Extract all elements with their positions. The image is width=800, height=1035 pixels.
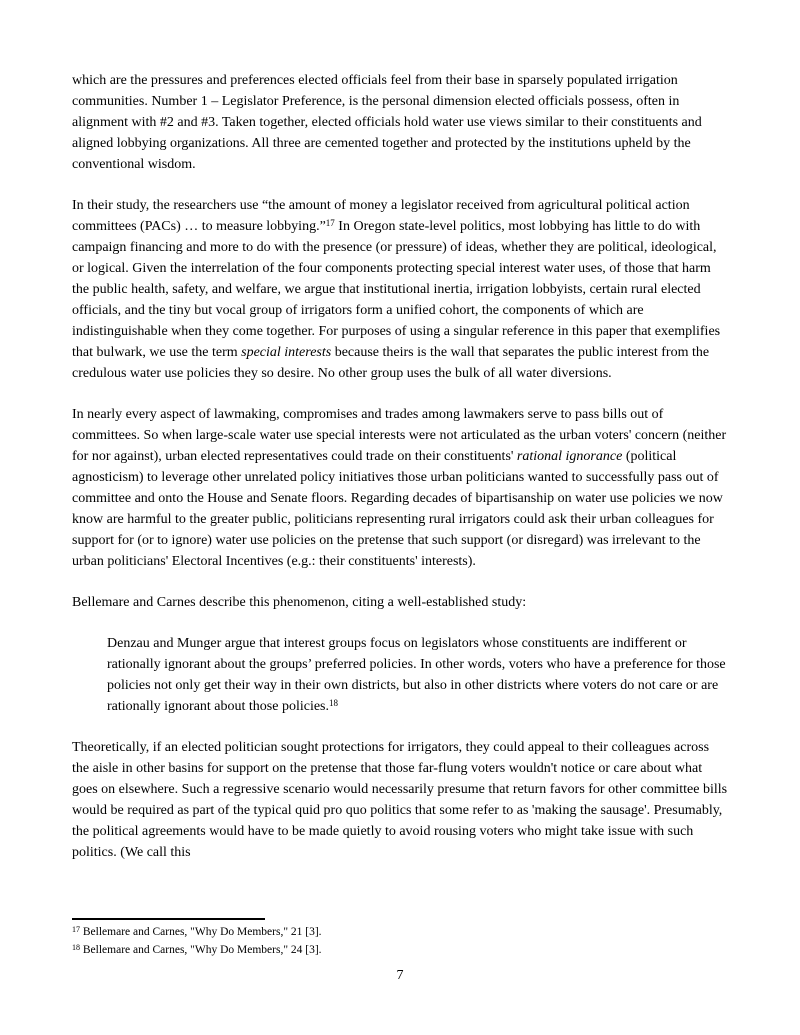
- footnotes-section: [72, 918, 728, 959]
- page-body: [72, 70, 728, 883]
- footnote-17: $^{17}$ Bellemare and Carnes, "Why Do Members," 21 [3].: [72, 925, 322, 938]
- body-paragraph-4: Bellemare and Carnes describe this phenomenon, citing a well-established study:: [72, 595, 527, 610]
- body-paragraph-1: which are the pressures and preferences elected officials feel from their base in sparsely populated irrigation communities. Number 1 – Legislator Preference, is the personal dimension elected officials possess, often in alignment with #2 and #3. Taken together, elected officials hold water use views similar to their constituents and aligned lobbying organizations. All three are cemented together and protected by the institutions upheld by the conventional wisdom.: [72, 73, 702, 172]
- page-number: 7: [396, 968, 404, 983]
- body-paragraph-2: In their study, the researchers use “the amount of money a legislator received from agricultural political action committees (PACs) … to measure lobbying.”$^{17}$ In Oregon state-level politics, most lobbying has little to do with campaign financing and more to do with the presence (or pressure) of ideas, whether they are political, ideological, or logical. Given the interrelation of the four components protecting special interest water uses, of those that harm the public health, safety, and welfare, we argue that institutional inertia, irrigation lobbyists, certain rural elected officials, and the tiny but vocal group of irrigators form a unified cohort, the components of which are indistinguishable when they come together. For purposes of using a singular reference in this paper that exemplifies that bulwark, we use the term special interests because theirs is the wall that separates the public interest from the credulous water use policies they so desire. No other group uses the bulk of all water diversions.: [72, 198, 721, 381]
- body-paragraph-3: In nearly every aspect of lawmaking, compromises and trades among lawmakers serve to pass bills out of committees. So when large-scale water use special interests were not articulated as the urban voters' concern (neither for nor against), urban elected representatives could trade on their constituents' rational ignorance (political agnosticism) to leverage other unrelated policy initiatives those urban politicians wanted to successfully pass out of committee and onto the House and Senate floors. Regarding decades of bipartisanship on water use policies we now know are harmful to the greater public, politicians representing rural irrigators could ask their urban colleagues for support for (or to ignore) water use policies on the pretense that such support (or disregard) was irrelevant to the urban politicians' Electoral Incentives (e.g.: their constituents' interests).: [72, 407, 727, 569]
- footnote-separator-rule: [72, 918, 265, 920]
- body-paragraph-5: Theoretically, if an elected politician sought protections for irrigators, they could appeal to their colleagues across the aisle in other basins for support on the pretense that those far-flung voters wouldn't notice or care about what goes on elsewhere. Such a regressive scenario would necessarily presume that return favors for other committee bills would be required as part of the typical quid pro quo politics that some refer to as 'making the sausage'. Presumably, the political agreements would have to be made quietly to avoid rousing voters who might take issue with such politics. (We call this: [72, 740, 728, 860]
- footnote-18: $^{18}$ Bellemare and Carnes, "Why Do Members," 24 [3].: [72, 942, 322, 956]
- block-quote: Denzau and Munger argue that interest groups focus on legislators whose constituents are indifferent or rationally ignorant about the groups’ preferred policies. In other words, voters who have a preference for those policies not only get their way in their own districts, but also in other districts where voters do not care or are rationally ignorant about those policies.$^{18}$: [107, 636, 726, 714]
